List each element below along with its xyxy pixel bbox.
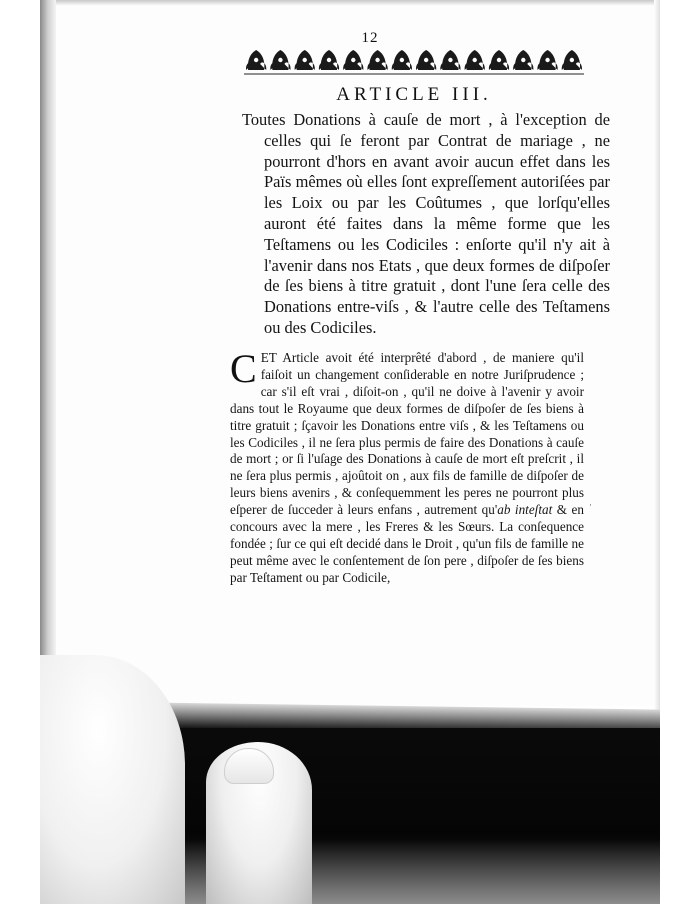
commentary-text-part1: ET Article avoit été interprêté d'abord , de maniere qu'il faiſoit un changement conſiderable en notre Juriſprudence ; car s'il eſt vrai , diſoit-on , qu'il ne doive à l'avenir y avoir dans tout le Royaume que deux formes de diſpoſer de ſes biens à titre gratuit ; ſçavoir les Donations entre viſs , & les Teſtamens ou les Codiciles , il ne ſera plus permis de faire des Donations à cauſe de mort ; or ſi l'uſage des Donations à cauſe de mort eſt preſcrit , il ne ſera plus permis , ajoûtoit on , aux fils de famille de diſpoſer de leurs biens avenirs , & conſequemment les peres ne pourront plus eſperer de ſucceder à leurs enfans , autrement qu' [230,350,584,518]
floral-ornament-band [244,46,584,76]
fleuron-dot [254,58,258,62]
fleuron-dot [521,58,525,62]
fleuron-dot [327,58,331,62]
fleuron-dot [351,58,355,62]
page-number: 12 [361,30,379,46]
fleuron-dot [424,58,428,62]
hand-thumb [40,655,185,904]
fleuron-dot [278,58,282,62]
fleuron-dot [375,58,379,62]
fleuron-dot [448,58,452,62]
fleuron-dot [570,58,574,62]
article-text: Toutes Donations à cauſe de mort , à l'exception de celles qui ſe feront par Contrat de mariage , ne pourront d'hors en avant avoir aucun effet dans les Païs mêmes où elles ſont expreſſement autoriſées par les Loix ou par les Coûtumes , que lorſqu'elles auront été faites dans la même forme que les Teſtamens ou les Codiciles : enſorte qu'il n'y ait à l'avenir dans nos Etats , que deux formes de diſpoſer de ſes biens à titre gratuit , dont l'une ſera celle des Donations entre-viſs , & l'autre celle des Teſtamens ou des Codiciles. [242,110,610,337]
margin-mark: · [589,500,592,510]
drop-cap: C [230,346,257,391]
fleuron-dot [303,58,307,62]
commentary-text-part2: & en concours avec la mere , les Freres & les Sœurs. La conſequence fondée ; ſur ce qui eſt decidé dans le Droit , qu'un fils de famille ne peut même avec le conſentement de ſon pere , diſpoſer de ſes biens par Teſtament ou par Codicile, [230,502,584,585]
article-title: ARTICLE III. [336,84,492,105]
fleuron-dot [545,58,549,62]
commentary-italic-phrase: ab inteſtat [497,502,553,518]
fleuron-dot [473,58,477,62]
fleuron-dot [497,58,501,62]
commentary-text [230,346,584,587]
fleuron-dot [400,58,404,62]
